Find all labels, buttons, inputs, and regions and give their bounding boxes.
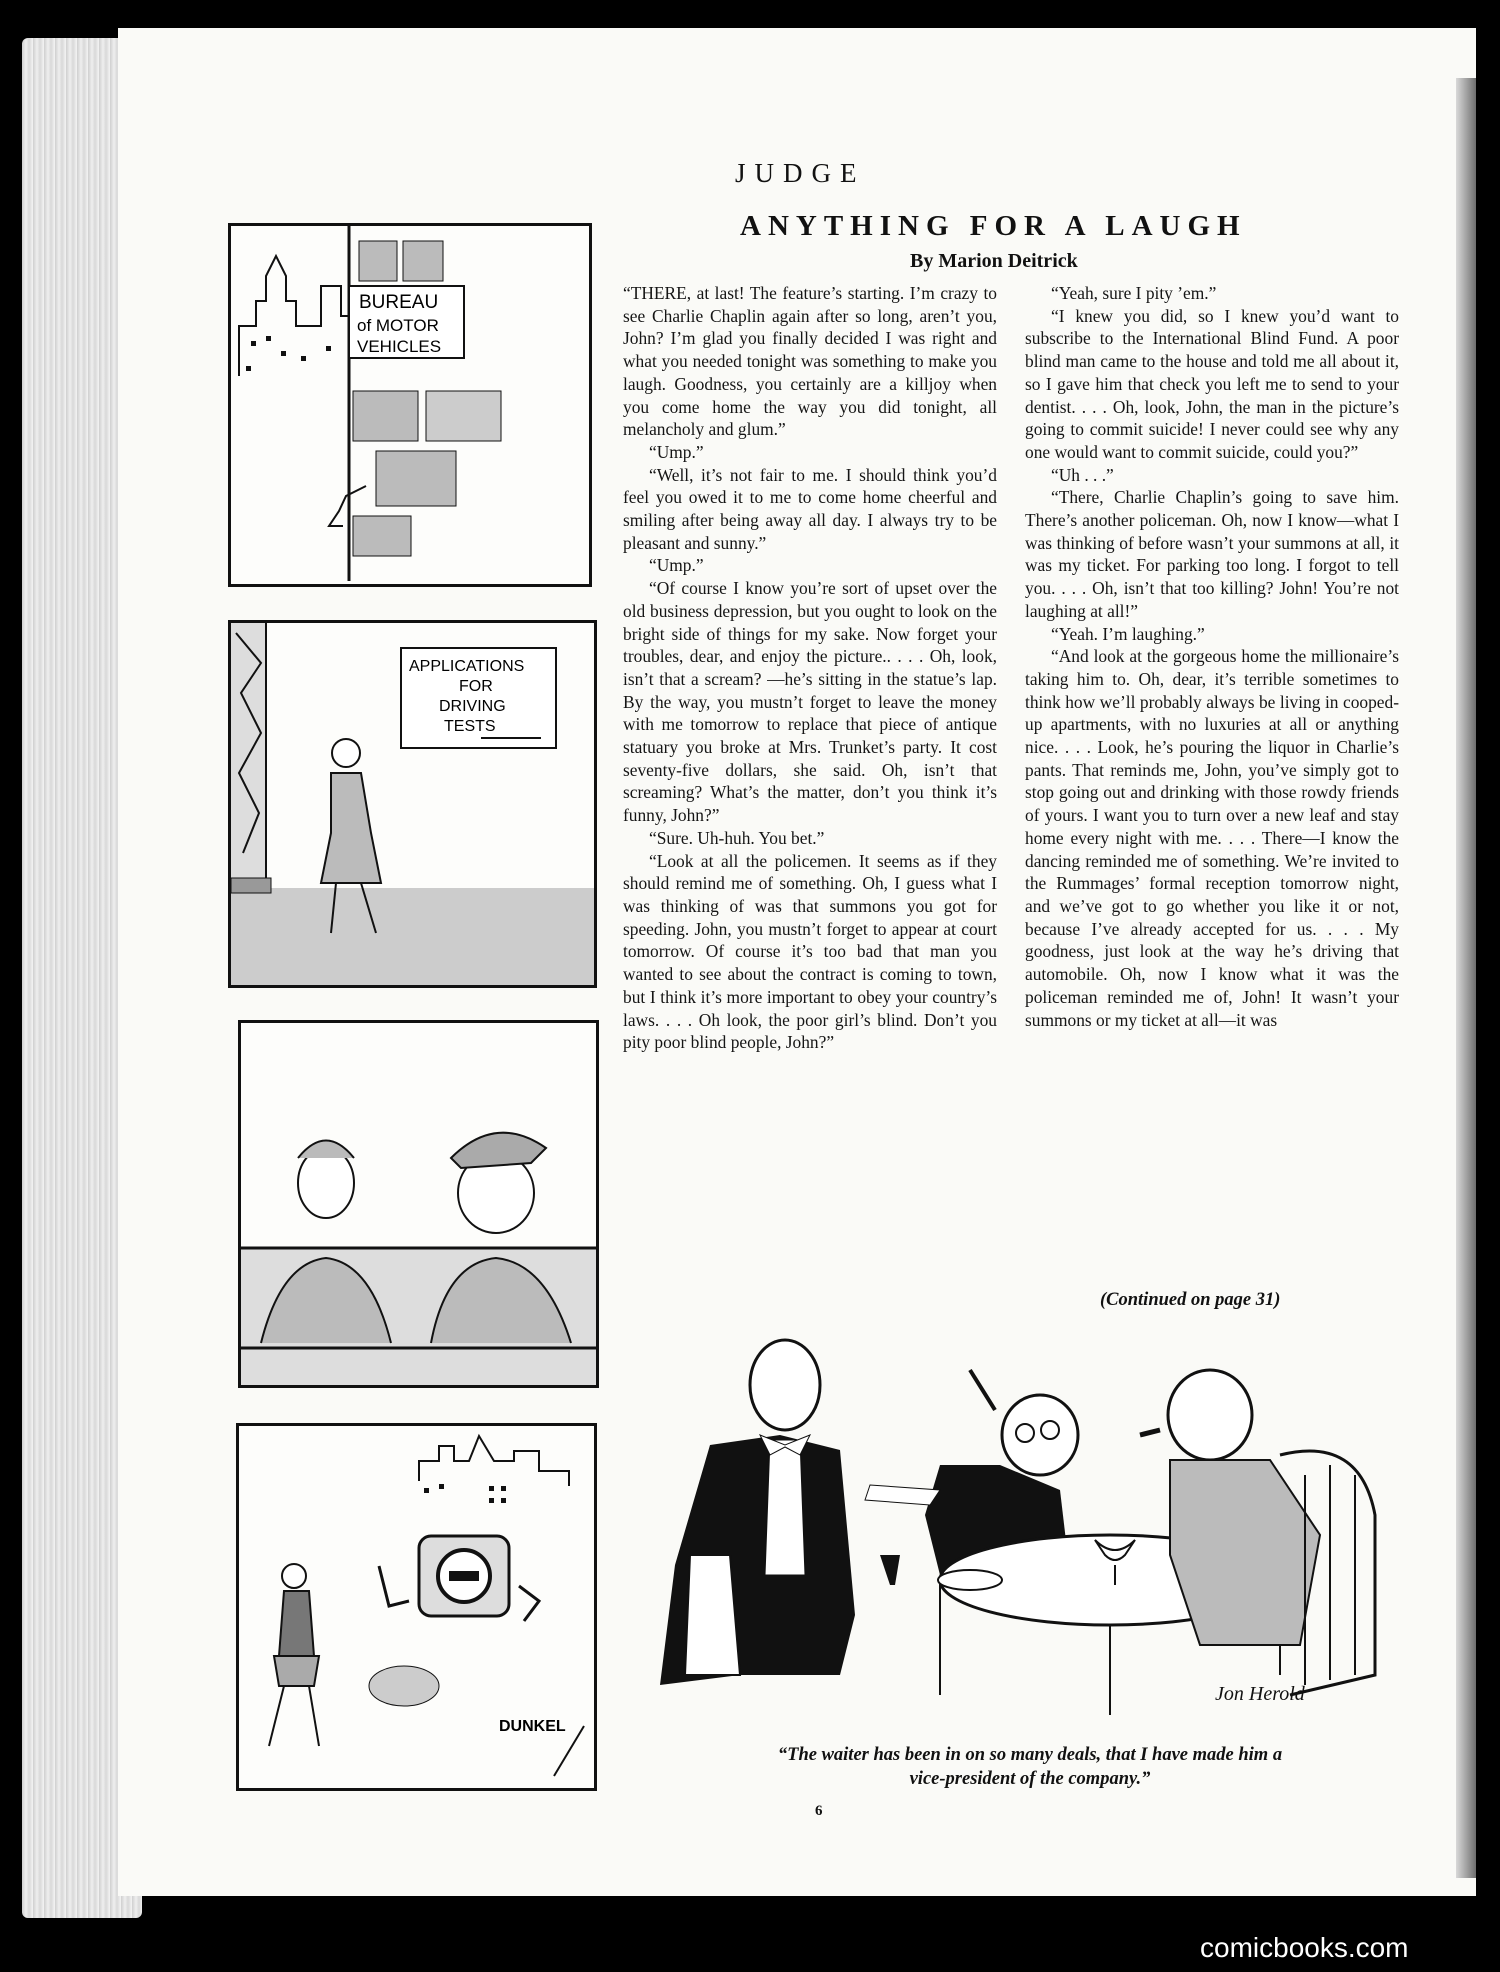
article-column-left <box>623 282 997 1054</box>
panel1-sign-line3: VEHICLES <box>357 337 442 356</box>
paragraph: “I knew you did, so I knew you’d want to subscribe to the International Blind Fund. A poor blind man came to the house and told me all about it, so I gave him that check you left me to send to your dentist. . . . Oh, look, John, the man in the picture’s going to commit suicide! I never could see why any one would want to commit suicide, could you?” <box>1025 305 1399 462</box>
panel4-illustration <box>239 1426 594 1788</box>
panel3-illustration <box>241 1023 596 1385</box>
panel1-sign-line1: BUREAU <box>359 292 439 313</box>
caption-line-1: “The waiter has been in on so many deals, that I have made him a <box>777 1745 1283 1765</box>
panel4-signature: DUNKEL <box>499 1718 566 1735</box>
caption-line-2: vice-president of the company.” <box>909 1769 1151 1789</box>
panel2-illustration <box>231 623 594 985</box>
paragraph: “Yeah. I’m laughing.” <box>1051 623 1205 644</box>
cartoon-caption <box>660 1743 1400 1791</box>
panel2-sign-line2: FOR <box>459 678 493 695</box>
comic-panel-1 <box>228 223 592 587</box>
cartoon-illustration <box>640 1315 1400 1730</box>
cartoon-signature: Jon Herold <box>1215 1683 1305 1705</box>
watermark: comicbooks.com <box>1200 1932 1409 1963</box>
magazine-title: JUDGE <box>735 158 866 188</box>
article-title: ANYTHING FOR A LAUGH <box>740 210 1247 242</box>
paragraph: “THERE, at last! The feature’s starting. I’m crazy to see Charlie Chaplin again after so long, aren’t you, John? I’m glad you finally decided I was right and what you needed tonight was something to make you laugh. Goodness, you certainly are a killjoy when you come home the way you did tonight, all melancholy and glum.” <box>623 283 997 440</box>
paragraph: “Uh . . .” <box>1051 464 1114 485</box>
paragraph: “Look at all the policemen. It seems as if they should remind me of something. Oh, I guess what I was thinking of was that summons you got for speeding. John, you mustn’t forget to appear at court tomorrow. Of course it’s too bad that man you wanted to see about the contract is coming to town, but I think it’s more important to obey your country’s laws. . . . Oh look, the poor girl’s blind. Don’t you pity poor blind people, John?” <box>623 850 997 1053</box>
panel2-sign-line4: TESTS <box>444 718 496 735</box>
cartoon-svg <box>640 1315 1400 1730</box>
article-column-right <box>1025 282 1399 1031</box>
comic-panel-4 <box>236 1423 597 1791</box>
paragraph: “Ump.” <box>649 555 704 576</box>
page-number: 6 <box>815 1803 823 1819</box>
paragraph: “Sure. Uh-huh. You bet.” <box>649 827 825 848</box>
continued-note: (Continued on page 31) <box>1100 1290 1281 1310</box>
paragraph: “There, Charlie Chaplin’s going to save him. There’s another policeman. Oh, now I know—what I was thinking of before wasn’t your summons at all, it was my ticket. For parking too long. I forgot to tell you. . . . Oh, isn’t that too killing? John! You’re not laughing at all!” <box>1025 487 1399 621</box>
paragraph: “Ump.” <box>649 441 704 462</box>
panel2-sign-line3: DRIVING <box>439 698 506 715</box>
panel1-illustration <box>231 226 589 584</box>
paragraph: “Of course I know you’re sort of upset over the old business depression, but you ought to look on the bright side of things for my sake. Now forget your troubles, dear, and enjoy the picture.. . . . Oh, look, isn’t that a scream? —he’s sitting in the statue’s lap. By the way, you mustn’t forget to leave the money with me tomorrow to replace that piece of antique statuary you broke at Mrs. Trunket’s party. It cost seventy-five dollars, she said. Oh, isn’t that screaming? What’s the matter, don’t you think it’s funny, John?” <box>623 578 997 826</box>
paragraph: “Yeah, sure I pity ’em.” <box>1051 283 1217 303</box>
paragraph: “Well, it’s not fair to me. I should think you’d feel you owed it to me to come home cheerful and smiling after being away all day. I always try to be pleasant and sunny.” <box>623 464 997 553</box>
comic-panel-2 <box>228 620 597 988</box>
byline: By Marion Deitrick <box>910 250 1078 272</box>
page-edge <box>1456 78 1476 1878</box>
panel1-sign-line2: of MOTOR <box>357 316 439 335</box>
comic-panel-3 <box>238 1020 599 1388</box>
paragraph: “And look at the gorgeous home the millionaire’s taking him to. Oh, dear, it’s terrible sometimes to think how we’ll probably always be living in cooped-up apartments, with no luxuries at all or anything nice. . . . Look, he’s pouring the liquor in Charlie’s pants. That reminds me, John, you’ve simply got to stop going out and drinking with those rowdy friends of yours. I want you to turn over a new leaf and stay home every night with me. . . . There—I know the dancing reminded me of something. We’re invited to the Rummages’ formal reception tomorrow night, and we’ve got to go whether you like it or not, because I’ve already accepted for us. . . . My goodness, just look at the way he’s driving that automobile. Oh, now I know what it was the policeman reminded me of, John! It wasn’t your summons or my ticket at all—it was <box>1025 646 1399 1030</box>
panel2-sign-line1: APPLICATIONS <box>409 658 525 675</box>
